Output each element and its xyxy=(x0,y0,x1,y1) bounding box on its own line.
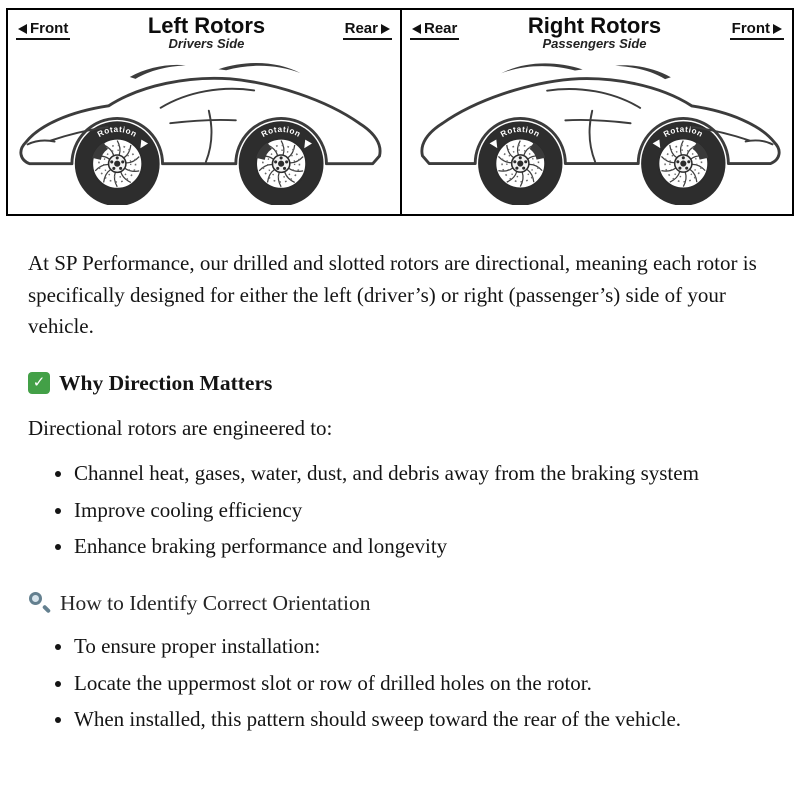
intro-paragraph: At SP Performance, our drilled and slotted rotors are directional, meaning each rotor is specifically designed for either the left (driver’s) or right (passenger’s) side of your vehicle. xyxy=(28,251,757,338)
rear-direction-label xyxy=(343,18,392,40)
magnifier-icon xyxy=(28,591,51,614)
car-illustration-left xyxy=(16,53,392,205)
rotation-label: Rotation xyxy=(95,124,139,139)
car-illustration-right xyxy=(410,53,784,205)
magnifier-handle xyxy=(42,605,51,614)
list-item: • Locate the uppermost slot or row of drilled holes on the rotor. xyxy=(74,668,772,700)
why-bullet-list xyxy=(28,458,772,563)
list-item: • When installed, this pattern should sweep toward the rear of the vehicle. xyxy=(74,704,772,736)
rotor-direction-diagram xyxy=(6,8,794,216)
car-drawing xyxy=(21,63,380,205)
arrow-right-icon xyxy=(773,24,782,34)
right-panel-titles xyxy=(528,14,661,51)
rear-label: Rear xyxy=(424,20,458,37)
list-item: • To ensure proper installation: xyxy=(74,631,772,663)
arrow-left-icon xyxy=(18,24,27,34)
article-body xyxy=(4,228,796,736)
car-drawing-mirrored xyxy=(422,63,779,205)
magnifier-lens xyxy=(29,592,42,605)
panel-title: Right Rotors xyxy=(527,13,662,38)
check-icon: ✓ xyxy=(28,372,50,394)
front-label: Front xyxy=(731,20,770,37)
section-title: Why Direction Matters xyxy=(59,370,273,395)
right-rotors-panel xyxy=(400,10,792,214)
section-heading-identify-orientation xyxy=(28,587,772,619)
rotation-label: Rotation xyxy=(662,124,705,139)
panel-subtitle: Drivers Side xyxy=(168,36,245,52)
list-item: • Enhance braking performance and longevity xyxy=(74,531,772,563)
arrow-right-icon xyxy=(381,24,390,34)
list-item: • Improve cooling efficiency xyxy=(74,495,772,527)
left-panel-titles xyxy=(148,14,265,51)
section-heading-why-direction-matters xyxy=(28,367,772,399)
arrow-left-icon xyxy=(412,24,421,34)
left-rotors-panel xyxy=(8,10,400,214)
rear-label: Rear xyxy=(344,20,378,37)
left-panel-header xyxy=(16,14,392,51)
right-panel-header xyxy=(410,14,784,51)
rotation-label: Rotation xyxy=(259,124,303,139)
panel-title: Left Rotors xyxy=(147,13,266,38)
list-item: • Channel heat, gases, water, dust, and debris away from the braking system xyxy=(74,458,772,490)
front-direction-label xyxy=(16,18,70,40)
section-title: How to Identify Correct Orientation xyxy=(60,590,371,615)
rotation-label: Rotation xyxy=(499,124,542,139)
orientation-bullet-list xyxy=(28,631,772,736)
front-direction-label xyxy=(730,18,784,40)
rear-direction-label xyxy=(410,18,459,40)
front-label: Front xyxy=(30,20,69,37)
why-lead-paragraph: Directional rotors are engineered to: xyxy=(28,415,333,440)
panel-subtitle: Passengers Side xyxy=(542,36,647,52)
